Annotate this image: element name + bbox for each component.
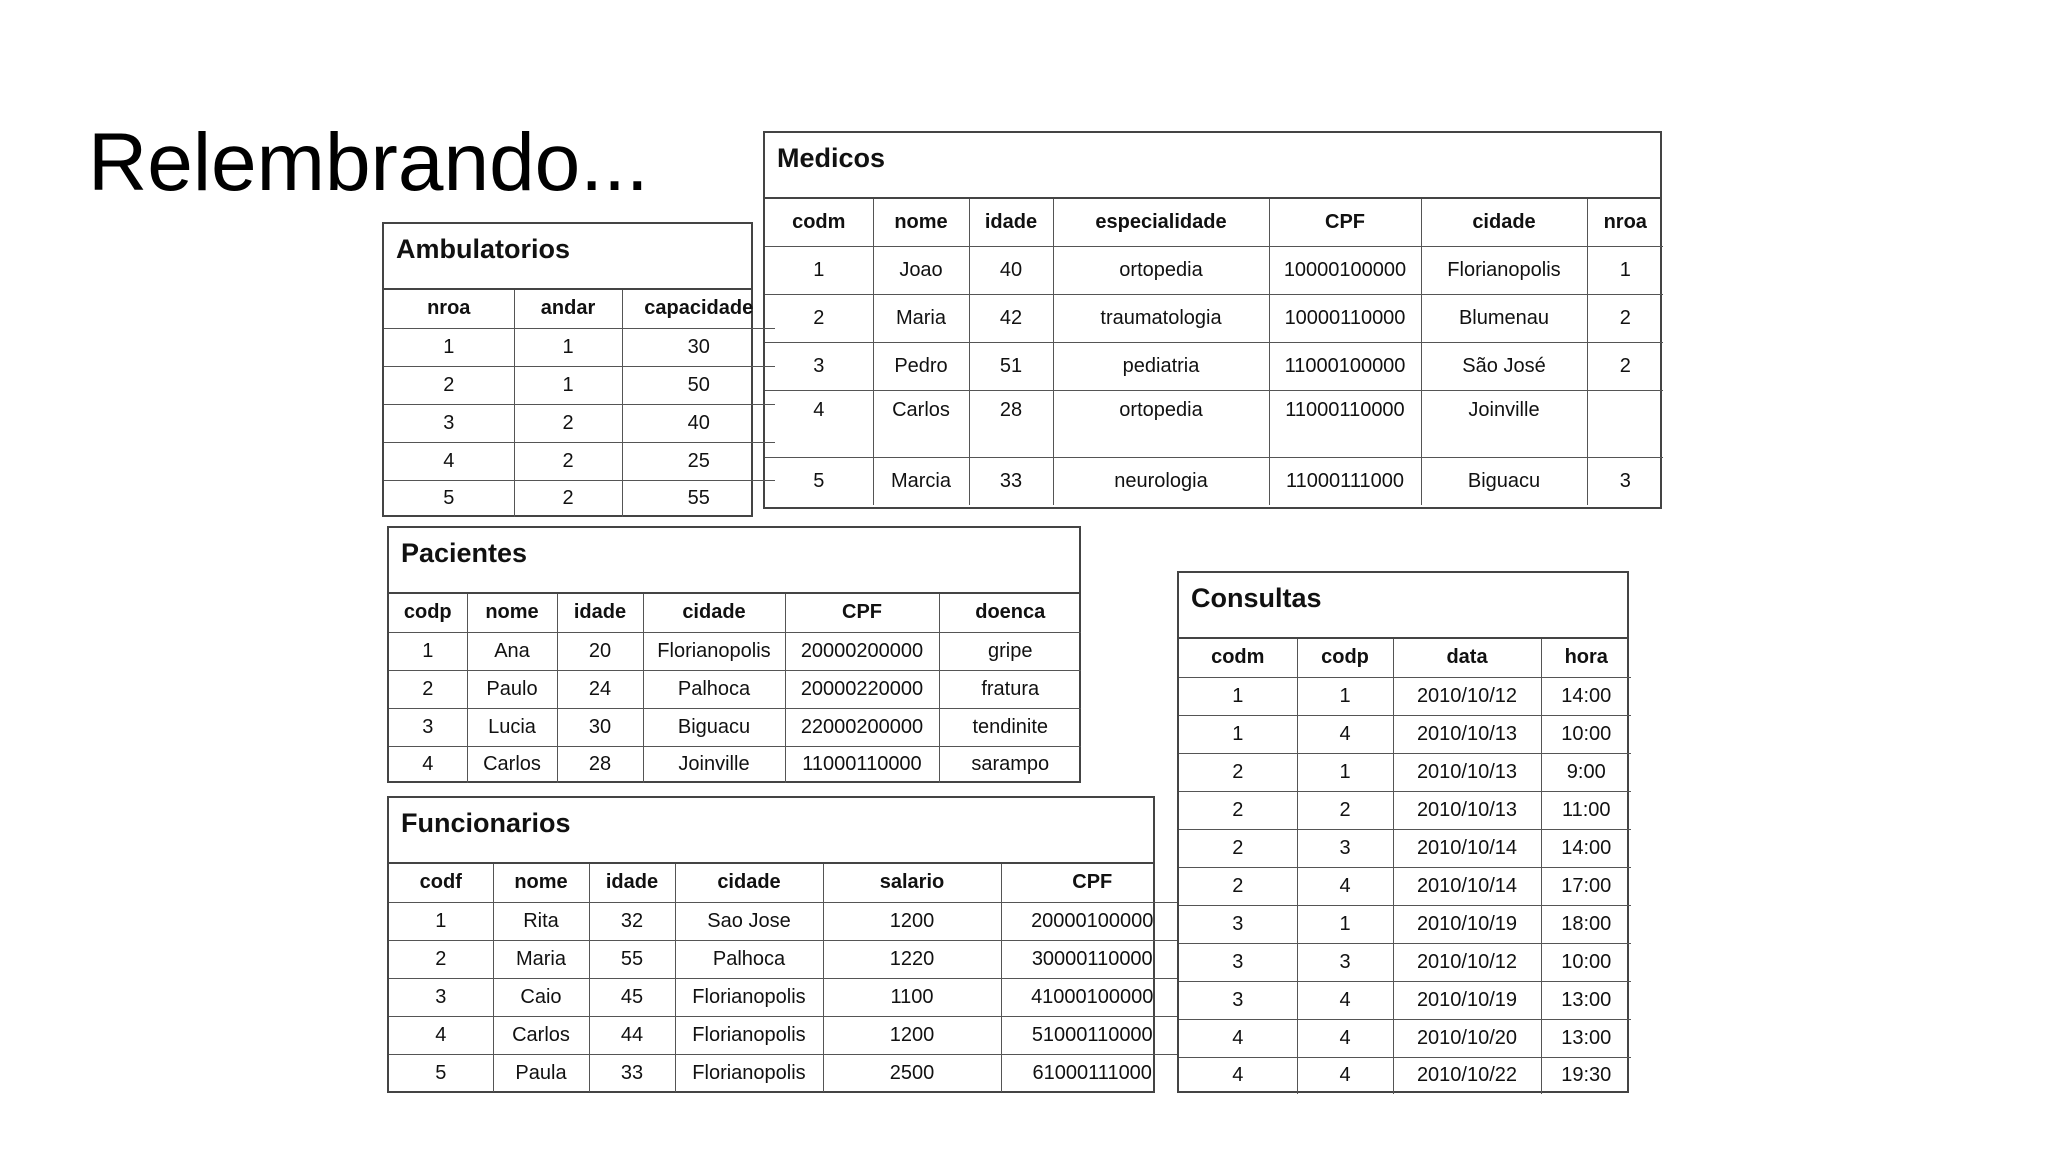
table-cell: 2010/10/12 <box>1393 943 1541 981</box>
table-cell: 30 <box>622 328 775 366</box>
table-cell: 10000100000 <box>1269 246 1421 294</box>
table-cell: Florianopolis <box>675 1054 823 1092</box>
consultas-table-grid <box>1179 639 1631 1094</box>
table-cell: 13:00 <box>1541 1019 1631 1057</box>
table-row <box>765 294 1663 342</box>
column-header: codp <box>389 594 467 632</box>
ambulatorios-table <box>382 222 753 517</box>
table-cell: 44 <box>589 1016 675 1054</box>
table-cell: 19:30 <box>1541 1057 1631 1094</box>
table-cell: 2 <box>389 940 493 978</box>
table-cell: 4 <box>1297 1019 1393 1057</box>
table-cell: 4 <box>1297 715 1393 753</box>
table-cell: tendinite <box>939 708 1081 746</box>
table-row <box>384 480 775 517</box>
table-row <box>1179 715 1631 753</box>
column-header: cidade <box>643 594 785 632</box>
column-header: data <box>1393 639 1541 677</box>
table-row <box>384 442 775 480</box>
table-cell: 1 <box>1179 677 1297 715</box>
table-cell: 3 <box>389 978 493 1016</box>
table-cell: 2 <box>765 294 873 342</box>
table-cell: 4 <box>1179 1057 1297 1094</box>
table-cell: Maria <box>873 294 969 342</box>
table-row <box>389 1016 1183 1054</box>
table-cell: Florianopolis <box>1421 246 1587 294</box>
table-cell: 25 <box>622 442 775 480</box>
funcionarios-table-title: Funcionarios <box>389 798 1153 864</box>
table-row <box>1179 981 1631 1019</box>
table-header-row <box>389 864 1183 902</box>
table-row <box>389 902 1183 940</box>
table-cell: 3 <box>384 404 514 442</box>
table-cell: 17:00 <box>1541 867 1631 905</box>
table-cell: 13:00 <box>1541 981 1631 1019</box>
table-cell: 1100 <box>823 978 1001 1016</box>
table-cell: 14:00 <box>1541 677 1631 715</box>
table-cell: 1 <box>389 632 467 670</box>
table-cell: Palhoca <box>643 670 785 708</box>
table-cell: pediatria <box>1053 342 1269 390</box>
table-cell: 1 <box>1297 677 1393 715</box>
table-cell: Biguacu <box>1421 457 1587 505</box>
table-cell: 2010/10/14 <box>1393 867 1541 905</box>
table-cell: 4 <box>389 1016 493 1054</box>
table-cell: 20000220000 <box>785 670 939 708</box>
table-header-row <box>765 199 1663 246</box>
table-cell: 2010/10/13 <box>1393 753 1541 791</box>
table-row <box>389 708 1081 746</box>
table-cell: 2010/10/14 <box>1393 829 1541 867</box>
funcionarios-table-grid <box>389 864 1183 1092</box>
table-cell: 4 <box>384 442 514 480</box>
funcionarios-table <box>387 796 1155 1093</box>
table-cell: 3 <box>1179 981 1297 1019</box>
table-cell: 24 <box>557 670 643 708</box>
column-header: cidade <box>675 864 823 902</box>
table-header-row <box>1179 639 1631 677</box>
table-cell: 3 <box>765 342 873 390</box>
table-cell: 33 <box>969 457 1053 505</box>
table-row <box>384 328 775 366</box>
table-cell: 4 <box>389 746 467 783</box>
table-row <box>389 746 1081 783</box>
table-cell: 2 <box>1587 342 1663 390</box>
table-cell: neurologia <box>1053 457 1269 505</box>
column-header: idade <box>969 199 1053 246</box>
table-cell: Florianopolis <box>675 978 823 1016</box>
table-cell: gripe <box>939 632 1081 670</box>
table-cell: ortopedia <box>1053 390 1269 457</box>
table-cell: 18:00 <box>1541 905 1631 943</box>
table-cell: 11000110000 <box>1269 390 1421 457</box>
ambulatorios-table-title: Ambulatorios <box>384 224 751 290</box>
table-row <box>384 404 775 442</box>
table-cell: 1 <box>1587 246 1663 294</box>
column-header: nroa <box>384 290 514 328</box>
table-row <box>384 366 775 404</box>
table-cell: 10:00 <box>1541 943 1631 981</box>
table-cell: 22000200000 <box>785 708 939 746</box>
table-cell: 4 <box>1297 1057 1393 1094</box>
column-header: codm <box>765 199 873 246</box>
column-header: CPF <box>785 594 939 632</box>
table-header-row <box>384 290 775 328</box>
table-cell: 2500 <box>823 1054 1001 1092</box>
column-header: hora <box>1541 639 1631 677</box>
table-cell: 1 <box>765 246 873 294</box>
table-cell: 1 <box>514 328 622 366</box>
table-row <box>1179 677 1631 715</box>
table-cell: 2010/10/22 <box>1393 1057 1541 1094</box>
table-cell: 4 <box>1297 981 1393 1019</box>
table-cell: 4 <box>1297 867 1393 905</box>
table-header-row <box>389 594 1081 632</box>
table-cell: Lucia <box>467 708 557 746</box>
column-header: codp <box>1297 639 1393 677</box>
table-cell: 30 <box>557 708 643 746</box>
table-cell: 1200 <box>823 1016 1001 1054</box>
table-cell: Paulo <box>467 670 557 708</box>
table-cell: 2 <box>514 480 622 517</box>
table-cell: 55 <box>589 940 675 978</box>
column-header: salario <box>823 864 1001 902</box>
column-header: CPF <box>1001 864 1183 902</box>
slide-title: Relembrando... <box>88 117 649 208</box>
table-cell: Caio <box>493 978 589 1016</box>
table-cell: 11:00 <box>1541 791 1631 829</box>
table-cell: 30000110000 <box>1001 940 1183 978</box>
table-cell: Joinville <box>643 746 785 783</box>
table-row <box>1179 753 1631 791</box>
table-cell: 2010/10/12 <box>1393 677 1541 715</box>
table-cell: 1 <box>514 366 622 404</box>
table-cell: 5 <box>765 457 873 505</box>
table-cell: 51000110000 <box>1001 1016 1183 1054</box>
table-cell: Sao Jose <box>675 902 823 940</box>
column-header: nome <box>873 199 969 246</box>
table-cell: 3 <box>1587 457 1663 505</box>
table-cell: 20000100000 <box>1001 902 1183 940</box>
table-row <box>1179 1057 1631 1094</box>
table-cell: Florianopolis <box>643 632 785 670</box>
table-row <box>765 457 1663 505</box>
table-cell: 28 <box>969 390 1053 457</box>
table-cell: 51 <box>969 342 1053 390</box>
table-cell: 2010/10/13 <box>1393 791 1541 829</box>
table-cell: 40 <box>969 246 1053 294</box>
column-header: CPF <box>1269 199 1421 246</box>
medicos-table <box>763 131 1662 509</box>
table-row <box>1179 905 1631 943</box>
table-cell: 2010/10/20 <box>1393 1019 1541 1057</box>
table-cell: 41000100000 <box>1001 978 1183 1016</box>
column-header: doenca <box>939 594 1081 632</box>
table-cell: 2 <box>1179 829 1297 867</box>
ambulatorios-table-grid <box>384 290 775 517</box>
table-cell: traumatologia <box>1053 294 1269 342</box>
table-cell: Florianopolis <box>675 1016 823 1054</box>
column-header: idade <box>557 594 643 632</box>
table-row <box>389 1054 1183 1092</box>
table-cell: 2 <box>389 670 467 708</box>
table-cell: 3 <box>1297 829 1393 867</box>
column-header: cidade <box>1421 199 1587 246</box>
table-cell: 5 <box>384 480 514 517</box>
table-cell: 28 <box>557 746 643 783</box>
table-row <box>1179 829 1631 867</box>
table-cell: Ana <box>467 632 557 670</box>
table-row <box>1179 791 1631 829</box>
table-cell: 14:00 <box>1541 829 1631 867</box>
table-cell: Rita <box>493 902 589 940</box>
table-cell: 2 <box>1179 753 1297 791</box>
column-header: nome <box>467 594 557 632</box>
table-cell: 42 <box>969 294 1053 342</box>
table-cell: 1220 <box>823 940 1001 978</box>
table-cell: 2 <box>384 366 514 404</box>
table-cell: Marcia <box>873 457 969 505</box>
table-cell: 2 <box>514 442 622 480</box>
table-row <box>1179 1019 1631 1057</box>
table-cell: 11000111000 <box>1269 457 1421 505</box>
table-row <box>389 632 1081 670</box>
table-cell: 9:00 <box>1541 753 1631 791</box>
table-cell: Pedro <box>873 342 969 390</box>
table-cell: 2010/10/19 <box>1393 905 1541 943</box>
table-cell: 1 <box>384 328 514 366</box>
medicos-table-grid <box>765 199 1663 505</box>
table-cell: Carlos <box>467 746 557 783</box>
table-cell: 2010/10/19 <box>1393 981 1541 1019</box>
table-row <box>1179 943 1631 981</box>
table-cell: Carlos <box>493 1016 589 1054</box>
pacientes-table-grid <box>389 594 1081 783</box>
consultas-table <box>1177 571 1629 1093</box>
table-cell: Joinville <box>1421 390 1587 457</box>
table-row <box>765 342 1663 390</box>
table-row <box>389 940 1183 978</box>
table-cell: 2010/10/13 <box>1393 715 1541 753</box>
table-cell: 32 <box>589 902 675 940</box>
table-cell: São José <box>1421 342 1587 390</box>
table-cell: 3 <box>389 708 467 746</box>
table-cell: ortopedia <box>1053 246 1269 294</box>
table-cell: 3 <box>1179 905 1297 943</box>
table-cell: fratura <box>939 670 1081 708</box>
table-row <box>1179 867 1631 905</box>
table-cell: 3 <box>1179 943 1297 981</box>
column-header: codf <box>389 864 493 902</box>
table-cell: 2 <box>1179 791 1297 829</box>
table-row <box>765 390 1663 457</box>
table-cell: 55 <box>622 480 775 517</box>
table-cell: sarampo <box>939 746 1081 783</box>
column-header: especialidade <box>1053 199 1269 246</box>
table-cell: 2 <box>1297 791 1393 829</box>
table-cell: 5 <box>389 1054 493 1092</box>
table-cell: 45 <box>589 978 675 1016</box>
table-cell: 10:00 <box>1541 715 1631 753</box>
table-cell: 1 <box>1297 753 1393 791</box>
table-cell: 3 <box>1297 943 1393 981</box>
table-cell: 2 <box>1587 294 1663 342</box>
pacientes-table-title: Pacientes <box>389 528 1079 594</box>
table-cell: Paula <box>493 1054 589 1092</box>
table-cell: Blumenau <box>1421 294 1587 342</box>
table-cell: 33 <box>589 1054 675 1092</box>
column-header: nroa <box>1587 199 1663 246</box>
table-cell: Biguacu <box>643 708 785 746</box>
table-cell: 50 <box>622 366 775 404</box>
table-cell: 2 <box>514 404 622 442</box>
column-header: andar <box>514 290 622 328</box>
medicos-table-title: Medicos <box>765 133 1660 199</box>
table-cell: 11000100000 <box>1269 342 1421 390</box>
table-cell: 2 <box>1179 867 1297 905</box>
table-cell: Carlos <box>873 390 969 457</box>
pacientes-table <box>387 526 1081 783</box>
table-cell: Joao <box>873 246 969 294</box>
table-cell: 4 <box>765 390 873 457</box>
table-row <box>765 246 1663 294</box>
table-cell: 1 <box>1297 905 1393 943</box>
consultas-table-title: Consultas <box>1179 573 1627 639</box>
table-cell: 40 <box>622 404 775 442</box>
table-cell: Palhoca <box>675 940 823 978</box>
column-header: capacidade <box>622 290 775 328</box>
table-cell: 1 <box>389 902 493 940</box>
table-cell: 4 <box>1179 1019 1297 1057</box>
table-cell <box>1587 390 1663 457</box>
table-row <box>389 670 1081 708</box>
table-cell: 20 <box>557 632 643 670</box>
table-cell: 1200 <box>823 902 1001 940</box>
table-cell: 10000110000 <box>1269 294 1421 342</box>
table-cell: 11000110000 <box>785 746 939 783</box>
column-header: nome <box>493 864 589 902</box>
column-header: codm <box>1179 639 1297 677</box>
table-cell: 1 <box>1179 715 1297 753</box>
table-row <box>389 978 1183 1016</box>
column-header: idade <box>589 864 675 902</box>
table-cell: 61000111000 <box>1001 1054 1183 1092</box>
table-cell: Maria <box>493 940 589 978</box>
table-cell: 20000200000 <box>785 632 939 670</box>
